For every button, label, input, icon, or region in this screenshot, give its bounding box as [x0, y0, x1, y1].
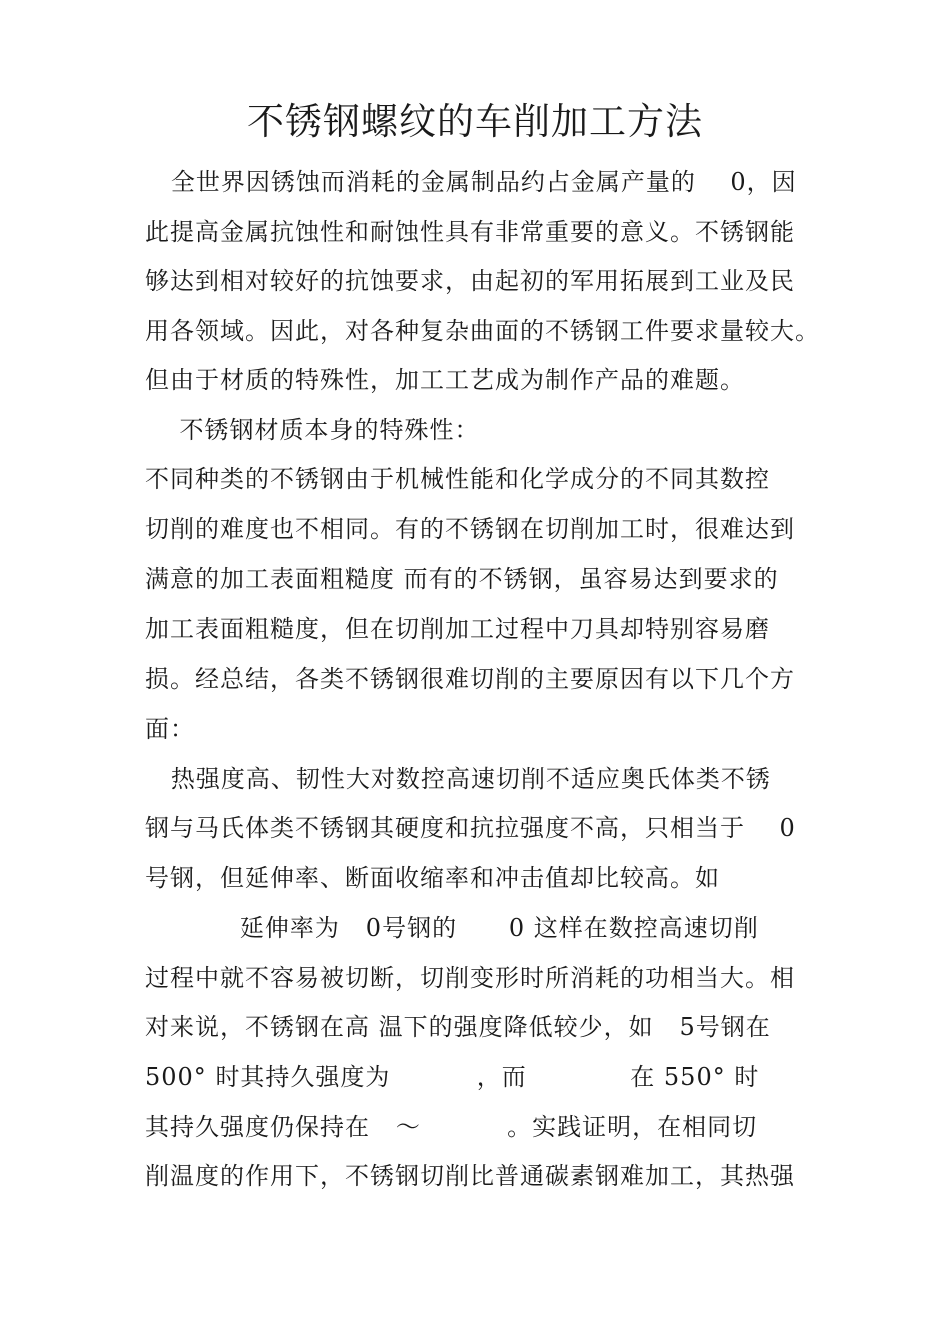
text-line-9: 满意的加工表面粗糙度 而有的不锈钢，虽容易达到要求的 [145, 565, 779, 593]
text-line-8: 切削的难度也不相同。有的不锈钢在切削加工时，很难达到 [145, 515, 795, 543]
text-line-7: 不同种类的不锈钢由于机械性能和化学成分的不同其数控 [145, 465, 770, 493]
text-line-12: 面： [145, 715, 195, 743]
text-line-18: 对来说，不锈钢在高 温下的强度降低较少，如 5号钢在 [145, 1013, 771, 1041]
text-line-13: 热强度高、韧性大对数控高速切削不适应奥氏体类不锈 [145, 765, 771, 793]
text-line-1: 全世界因锈蚀而消耗的金属制品约占金属产量的 0，因 [145, 168, 797, 196]
text-line-2: 此提高金属抗蚀性和耐蚀性具有非常重要的意义。不锈钢能 [145, 218, 795, 246]
text-line-20: 其持久强度仍保持在 ～ 。实践证明，在相同切 [145, 1113, 758, 1141]
text-line-11: 损。经总结，各类不锈钢很难切削的主要原因有以下几个方 [145, 665, 795, 693]
text-line-10: 加工表面粗糙度，但在切削加工过程中刀具却特别容易磨 [145, 615, 770, 643]
text-line-21: 削温度的作用下，不锈钢切削比普通碳素钢难加工，其热强 [145, 1162, 795, 1190]
text-line-14: 钢与马氏体类不锈钢其硬度和抗拉强度不高，只相当于 0 [145, 814, 796, 842]
text-line-16: 延伸率为 0号钢的 0 这样在数控高速切削 [145, 914, 759, 942]
text-line-5: 但由于材质的特殊性，加工工艺成为制作产品的难题。 [145, 366, 745, 394]
text-line-17: 过程中就不容易被切断，切削变形时所消耗的功相当大。相 [145, 964, 795, 992]
text-line-19: 500° 时其持久强度为 ，而 在 550° 时 [145, 1063, 760, 1091]
document-title: 不锈钢螺纹的车削加工方法 [247, 100, 703, 143]
text-line-4: 用各领域。因此，对各种复杂曲面的不锈钢工件要求量较大。 [145, 317, 820, 345]
text-line-15: 号钢，但延伸率、断面收缩率和冲击值却比较高。如 [145, 864, 720, 892]
text-line-3: 够达到相对较好的抗蚀要求，由起初的军用拓展到工业及民 [145, 267, 795, 295]
section-heading: 不锈钢材质本身的特殊性： [145, 416, 480, 444]
